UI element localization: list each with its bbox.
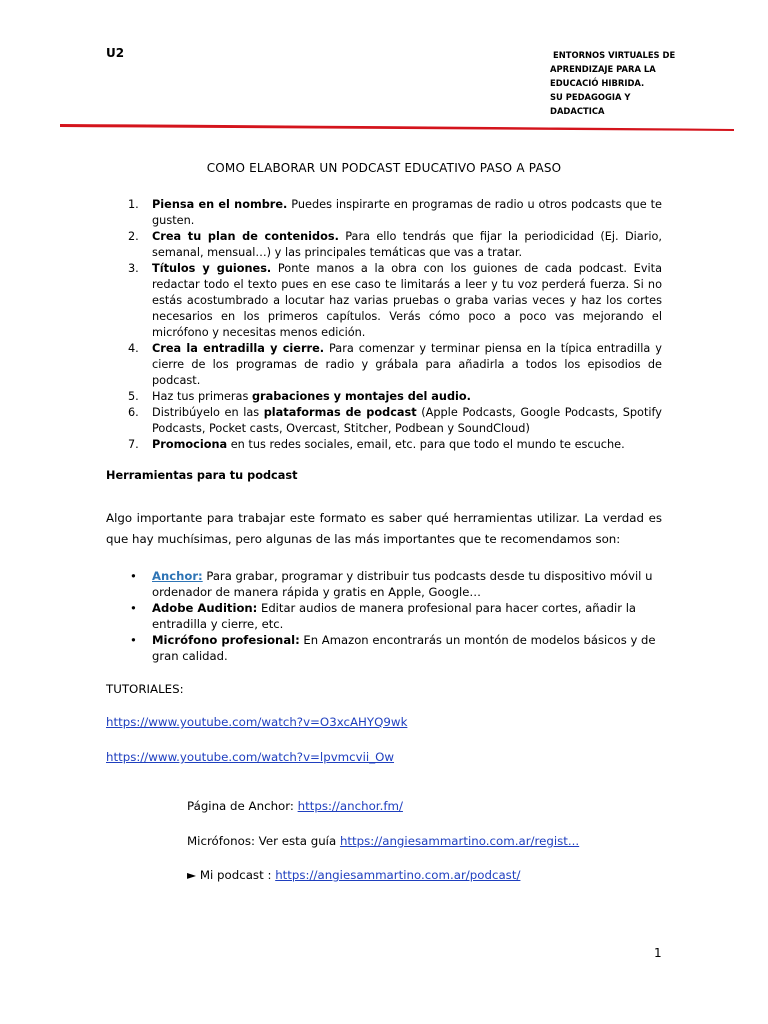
page-number: 1 [654,946,662,960]
step-number: 6. [128,406,139,419]
course-header [550,48,730,118]
tools-list [130,568,666,664]
step-title: grabaciones y montajes del audio. [251,390,471,403]
step-item [124,229,662,261]
tools-intro: Algo importante para trabajar este formato es saber qué herramientas utilizar. La verdad es que hay muchísimas, pero algunas de las más importantes que te recomendamos son: [106,511,662,546]
step-title: Crea la entradilla y cierre. [152,342,325,355]
step-title: Promociona [152,438,228,451]
step-text: (Apple Podcasts, Google Podcasts, Spotify Podcasts, Pocket casts, Overcast, Stitcher, Podbean y SoundCloud) [152,406,662,435]
step-number: 1. [128,198,139,211]
bullet-icon: • [130,601,137,615]
step-number: 7. [128,438,139,451]
tool-item [130,632,666,664]
bullet-icon: • [130,569,137,583]
tutorial-link[interactable]: https://www.youtube.com/watch?v=O3xcAHYQ9wk [106,715,408,729]
ref-label: Micrófonos: Ver esta guía [187,834,340,848]
step-number: 5. [128,390,139,403]
bullet-icon: • [130,633,137,647]
step-item [124,405,662,437]
tool-desc: En Amazon encontrarás un montón de modelos básicos y de gran calidad. [152,633,656,663]
document-title: COMO ELABORAR UN PODCAST EDUCATIVO PASO A PASO [206,161,562,175]
unit-label: U2 [106,46,125,60]
tool-name: Adobe Audition: [152,601,258,615]
anchor-link[interactable]: Anchor: [152,569,203,583]
tool-item [130,600,666,632]
step-text: Puedes inspirarte en programas de radio u otros podcasts que te gusten. [152,198,662,227]
course-line: EDUCACIÓ HIBRIDA. [550,78,645,88]
microphones-guide-link[interactable]: https://angiesammartino.com.ar/regist... [339,834,580,848]
step-number: 3. [128,262,139,275]
step-item [124,197,662,229]
ref-line [187,799,403,813]
course-line: DADACTICA [550,106,605,116]
course-line: ENTORNOS VIRTUALES DE [553,50,676,60]
tutorial-link[interactable]: https://www.youtube.com/watch?v=lpvmcvii_Ow [106,750,395,764]
tool-name: Micrófono profesional: [152,633,300,647]
step-text: Para comenzar y terminar piensa en la típica entradilla y cierre de los programas de radio y grábala para añadirla a todos los episodios de podcast. [152,342,662,387]
ref-label: Página de Anchor: [187,799,298,813]
step-title: Títulos y guiones. [152,262,272,275]
step-title: Crea tu plan de contenidos. [152,230,339,243]
ref-line [187,868,520,882]
tools-heading: Herramientas para tu podcast [106,469,298,482]
step-prefix: Distribúyelo en las [152,406,264,419]
tool-item [130,568,666,600]
my-podcast-link[interactable]: https://angiesammartino.com.ar/podcast/ [275,868,521,882]
step-item [124,389,662,405]
step-prefix: Haz tus primeras [152,390,252,403]
step-text: en tus redes sociales, email, etc. para que todo el mundo te escuche. [227,438,625,451]
tutorials-label: TUTORIALES: [106,682,184,696]
step-number: 2. [128,230,139,243]
course-line: APRENDIZAJE PARA LA [550,64,656,74]
step-text: Para ello tendrás que fijar la periodicidad (Ej. Diario, semanal, mensual…) y las principales temáticas que vas a tratar. [152,230,662,259]
ref-line [187,834,579,848]
step-title: Piensa en el nombre. [152,198,288,211]
tool-desc: Para grabar, programar y distribuir tus podcasts desde tu dispositivo móvil u ordenador de manera rápida y gratis en Apple, Google… [152,569,653,599]
step-item [124,341,662,389]
tool-desc: Editar audios de manera profesional para hacer cortes, añadir la entradilla y cierre, etc. [152,601,637,631]
step-number: 4. [128,342,139,355]
step-title: plataformas de podcast [263,406,417,419]
ref-label: ► Mi podcast : [187,868,276,882]
header-rule [58,120,736,134]
course-line: SU PEDAGOGIA Y [550,92,631,102]
step-text: Ponte manos a la obra con los guiones de cada podcast. Evita redactar todo el texto pues en ese caso te limitarás a leer y tu voz perderá fuerza. Si no estás acostumbrado a locutar haz varias pruebas o graba varias veces y haz los cortes necesarios en los primeros capítulos. Verás cómo poco a poco vas mejorando el micrófono y necesitas menos edición. [152,262,662,339]
anchor-site-link[interactable]: https://anchor.fm/ [297,799,403,813]
step-item [124,437,662,453]
steps-list [124,197,662,453]
step-item [124,261,662,341]
